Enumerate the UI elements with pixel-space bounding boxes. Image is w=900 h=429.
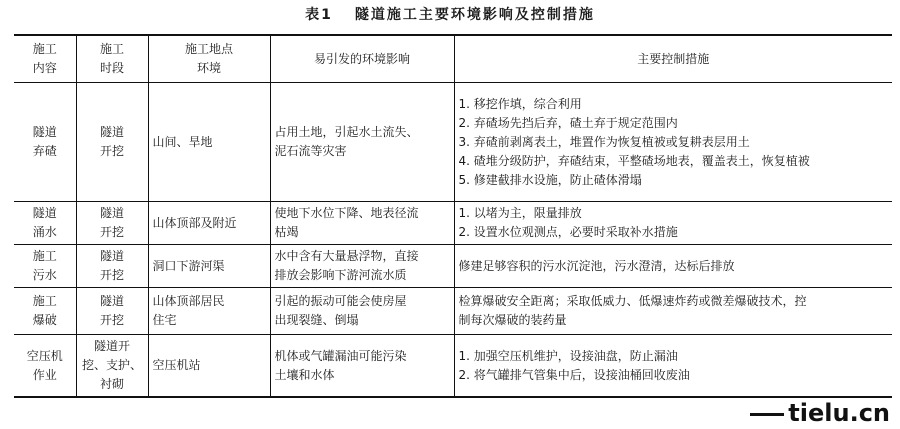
cell-impact: 水中含有大量悬浮物，直接 排放会影响下游河流水质	[270, 245, 454, 288]
header-impact: 易引发的环境影响	[270, 35, 454, 83]
table-header-row	[14, 35, 892, 83]
cell-location: 空压机站	[148, 335, 270, 398]
table-caption	[0, 4, 900, 24]
cell-measures: 1. 移挖作填，综合利用 2. 弃碴场先挡后弃，碴土弃于规定范围内 3. 弃碴前剥离表土，堆置作为恢复植被或复耕表层用土 4. 碴堆分级防护，弃碴结束，平整碴场地表，覆盖表土，恢复植被 5. 修建截排水设施，防止碴体滑塌	[454, 83, 892, 202]
table-row	[14, 288, 892, 335]
cell-content: 施工 污水	[32, 249, 57, 282]
watermark-text: tielu.cn	[788, 399, 890, 427]
header-period: 施工 时段	[76, 35, 148, 83]
table-row	[14, 245, 892, 288]
cell-location: 山体顶部及附近	[148, 202, 270, 245]
cell-period: 隧道 开挖	[76, 245, 148, 288]
cell-impact: 引起的振动可能会使房屋 出现裂缝、倒塌	[270, 288, 454, 335]
cell-period: 隧道 开挖	[76, 202, 148, 245]
header-measures: 主要控制措施	[454, 35, 892, 83]
table-title: 隧道施工主要环境影响及控制措施	[354, 7, 595, 23]
table-row	[14, 83, 892, 202]
table-label: 表1	[305, 7, 333, 23]
table-row	[14, 335, 892, 398]
cell-measures: 1. 以堵为主，限量排放 2. 设置水位观测点，必要时采取补水措施	[454, 202, 892, 245]
header-location: 施工地点 环境	[148, 35, 270, 83]
cell-measures: 修建足够容积的污水沉淀池，污水澄清，达标后排放	[454, 245, 892, 288]
cell-content: 空压机 作业	[26, 348, 63, 382]
cell-period: 隧道 开挖	[76, 83, 148, 202]
cell-impact: 占用土地，引起水土流失、 泥石流等灾害	[270, 83, 454, 202]
cell-location: 山体顶部居民 住宅	[148, 288, 270, 335]
header-content: 施工 内容	[32, 42, 57, 75]
table-row	[14, 202, 892, 245]
cell-measures: 检算爆破安全距离；采取低威力、低爆速炸药或微差爆破技术，控 制每次爆破的装药量	[454, 288, 892, 335]
watermark-logo	[750, 399, 890, 427]
environment-impact-table	[14, 34, 892, 398]
cell-content: 施工 爆破	[32, 294, 57, 327]
cell-period: 隧道开 挖、支护、 衬砌	[76, 335, 148, 398]
cell-location: 洞口下游河渠	[148, 245, 270, 288]
cell-impact: 机体或气罐漏油可能污染 土壤和水体	[270, 335, 454, 398]
cell-impact: 使地下水位下降、地表径流 枯竭	[270, 202, 454, 245]
watermark-bar	[750, 413, 784, 416]
cell-content: 隧道 弃碴	[32, 125, 57, 158]
cell-location: 山间、旱地	[148, 83, 270, 202]
cell-period: 隧道 开挖	[76, 288, 148, 335]
cell-content: 隧道 涌水	[32, 206, 57, 239]
cell-measures: 1. 加强空压机维护，设接油盘，防止漏油 2. 将气罐排气管集中后，设接油桶回收废油	[454, 335, 892, 398]
